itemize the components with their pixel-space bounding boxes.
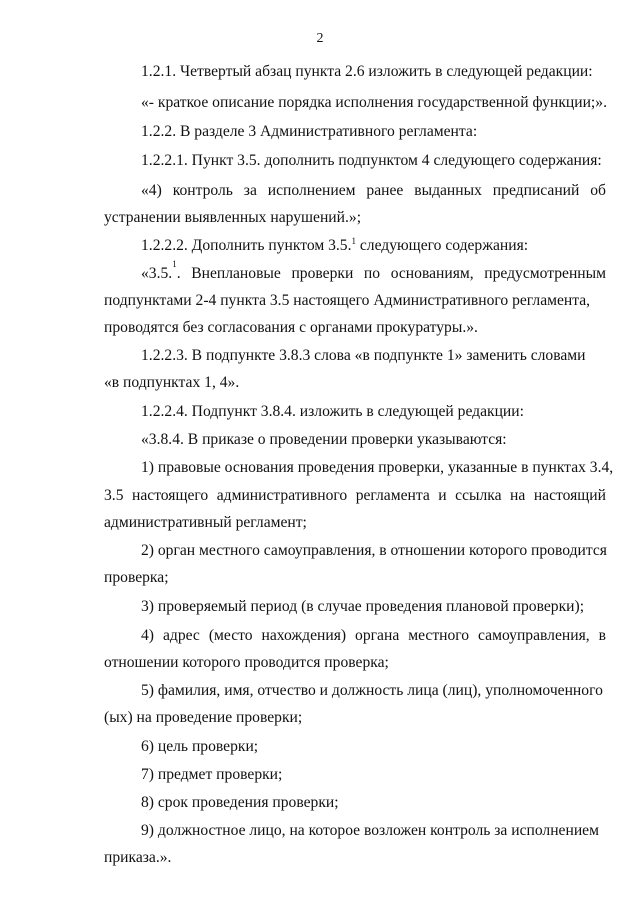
text-line: проверка; [104, 569, 169, 586]
text-line: 7) предмет проверки; [141, 766, 283, 783]
text-line: 2) орган местного самоуправления, в отношении которого проводится [141, 542, 607, 559]
text-line: 1.2.2.3. В подпункте 3.8.3 слова «в подпункте 1» заменить словами [141, 347, 586, 364]
text-line: приказа.». [104, 849, 172, 866]
text-line: 5) фамилия, имя, отчество и должность лица (лиц), уполномоченного [141, 682, 603, 699]
page-number: 2 [316, 31, 324, 46]
text-line: «3.5. 1 . Внеплановые проверки по основаниям, предусмотренным [141, 259, 606, 282]
text-line: 1.2.1. Четвертый абзац пункта 2.6 изложить в следующей редакции: [141, 63, 593, 80]
text-line: подпунктами 2-4 пункта 3.5 настоящего Административного регламента, [104, 292, 591, 309]
text-line: (ых) на проведение проверки; [104, 709, 303, 726]
text-line: «в подпунктах 1, 4». [104, 374, 240, 391]
text-line: 1.2.2.1. Пункт 3.5. дополнить подпунктом 4 следующего содержания: [141, 152, 602, 169]
text-line: «3.8.4. В приказе о проведении проверки указываются: [141, 431, 507, 448]
text-line: проводятся без согласования с органами прокуратуры.». [104, 319, 478, 336]
text-line: «- краткое описание порядка исполнения государственной функции;». [141, 94, 607, 111]
text-line: 1.2.2.2. Дополнить пунктом 3.5.$^1$ следующего содержания: [141, 236, 529, 254]
text-line: 8) срок проведения проверки; [141, 794, 339, 811]
text-line: 4) адрес (место нахождения) органа местного самоуправления, в [141, 627, 606, 644]
text-line: 1.2.2. В разделе 3 Административного регламента: [141, 123, 478, 140]
text-line: 3.5 настоящего административного регламента и ссылка на настоящий [104, 487, 606, 504]
text-line: отношении которого проводится проверка; [104, 654, 389, 671]
superscript: 1 [172, 259, 177, 269]
text-line: административный регламент; [104, 514, 307, 531]
text-line: 9) должностное лицо, на которое возложен контроль за исполнением [141, 822, 599, 839]
superscript: 1 [351, 236, 356, 246]
text-line: 6) цель проверки; [141, 738, 259, 755]
text-line: 3) проверяемый период (в случае проведения плановой проверки); [141, 598, 585, 615]
text-line: устранении выявленных нарушений.»; [104, 209, 362, 226]
text-line: «4) контроль за исполнением ранее выданных предписаний об [141, 182, 606, 199]
text-line: 1) правовые основания проведения проверки, указанные в пунктах 3.4, [141, 459, 614, 476]
text-line: 1.2.2.4. Подпункт 3.8.4. изложить в следующей редакции: [141, 403, 524, 420]
